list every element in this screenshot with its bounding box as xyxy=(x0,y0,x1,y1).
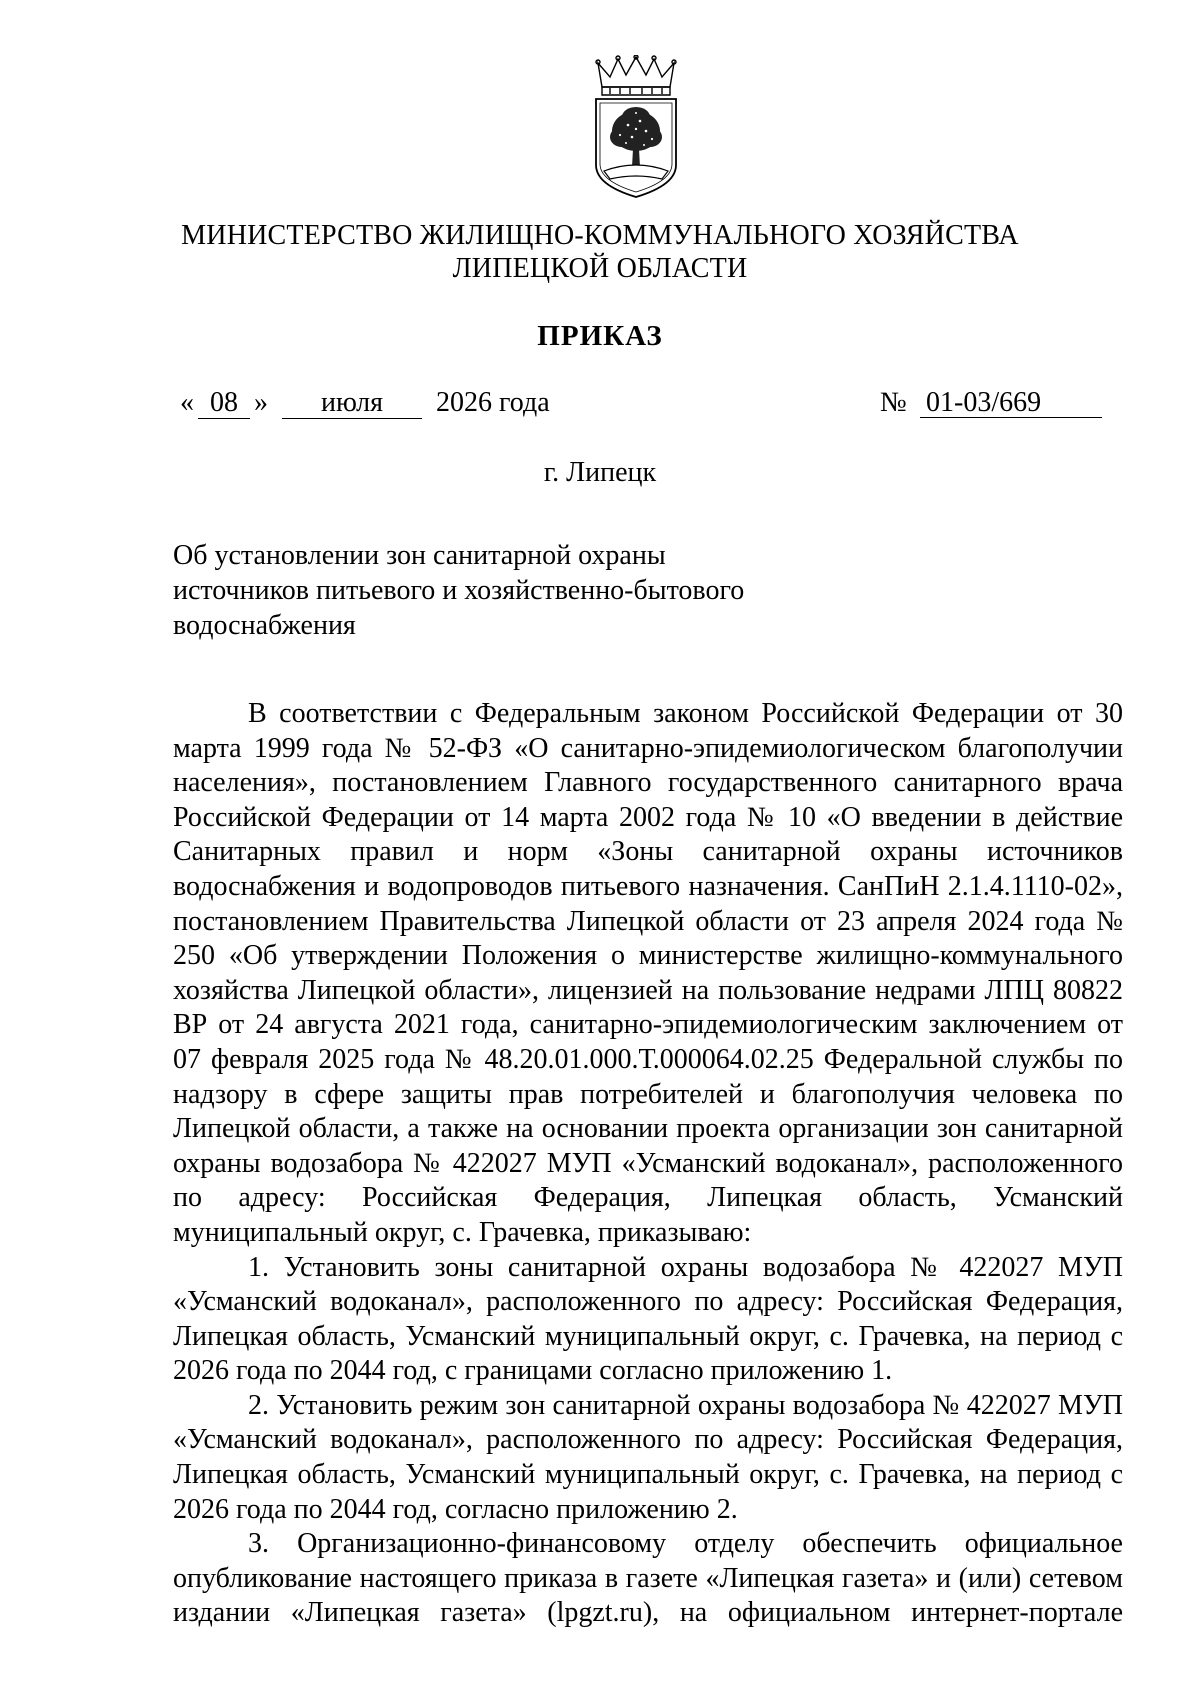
city: г. Липецк xyxy=(543,457,657,488)
date-close-quote: » xyxy=(254,387,268,418)
order-subject xyxy=(173,538,793,643)
ministry-line-2: ЛИПЕЦКОЙ ОБЛАСТИ xyxy=(452,253,748,284)
ministry-line-1: МИНИСТЕРСТВО ЖИЛИЩНО-КОММУНАЛЬНОГО ХОЗЯЙСТВА xyxy=(181,220,1019,251)
body-item-2: 2. Установить режим зон санитарной охраны водозабора № 422027 МУП «Усманский водоканал», расположенного по адресу: Российская Федерация, Липецкая область, Усманский муниципальный округ, с. Грачевка, на период с 2026 года по 2044 год, согласно приложению 2. xyxy=(173,1389,1123,1525)
subject-line-3: водоснабжения xyxy=(173,610,356,641)
body-intro-paragraph: В соответствии с Федеральным законом Российской Федерации от 30 марта 1999 года № 52-ФЗ «О санитарно-эпидемиологическом благополучии населения», постановлением Главного государственного санитарного врача Российской Федерации от 14 марта 2002 года № 10 «О введении в действие Санитарных правил и норм «Зоны санитарной охраны источников водоснабжения и водопроводов питьевого назначения. СанПиН 2.1.4.1110-02», постановлением Правительства Липецкой области от 23 апреля 2024 года № 250 «Об утверждении Положения о министерстве жилищно-коммунального хозяйства Липецкой области», лицензией на пользование недрами ЛПЦ 80822 ВР от 24 августа 2021 года, санитарно-эпидемиологическим заключением от 07 февраля 2025 года № 48.20.01.000.Т.000064.02.25 Федеральной службы по надзору в сфере защиты прав потребителей и благополучия человека по Липецкой области, а также на основании проекта организации зон санитарной охраны водозабора № 422027 МУП «Усманский водоканал», расположенного по адресу: Российская Федерация, Липецкая область, Усманский муниципальный округ, с. Грачевка, приказываю: xyxy=(173,698,1123,1248)
order-title: ПРИКАЗ xyxy=(537,320,663,352)
body-item-1: 1. Установить зоны санитарной охраны водозабора № 422027 МУП «Усманский водоканал», расположенного по адресу: Российская Федерация, Липецкая область, Усманский муниципальный округ, с. Грачевка, на период с 2026 года по 2044 год, с границами согласно приложению 1. xyxy=(173,1251,1123,1387)
date-open-quote: « xyxy=(180,387,194,418)
order-body xyxy=(173,697,1123,1631)
subject-line-1: Об установлении зон санитарной охраны xyxy=(173,540,666,571)
subject-line-2: источников питьевого и хозяйственно-бытового xyxy=(173,575,745,606)
date-year: 2026 года xyxy=(436,387,550,418)
ministry-name xyxy=(150,219,1050,285)
order-number-value: 01-03/669 xyxy=(920,387,1102,418)
order-number-sign: № xyxy=(880,387,907,418)
lipetsk-coat-of-arms-icon xyxy=(590,55,682,200)
date-month: июля xyxy=(282,387,422,419)
date-day: 08 xyxy=(198,387,250,419)
body-item-3: 3. Организационно-финансовому отделу обеспечить официальное опубликование настоящего приказа в газете «Липецкая газета» и (или) сетевом издании «Липецкая газета» (lpgzt.ru), на официальном интернет-портале xyxy=(173,1528,1123,1629)
